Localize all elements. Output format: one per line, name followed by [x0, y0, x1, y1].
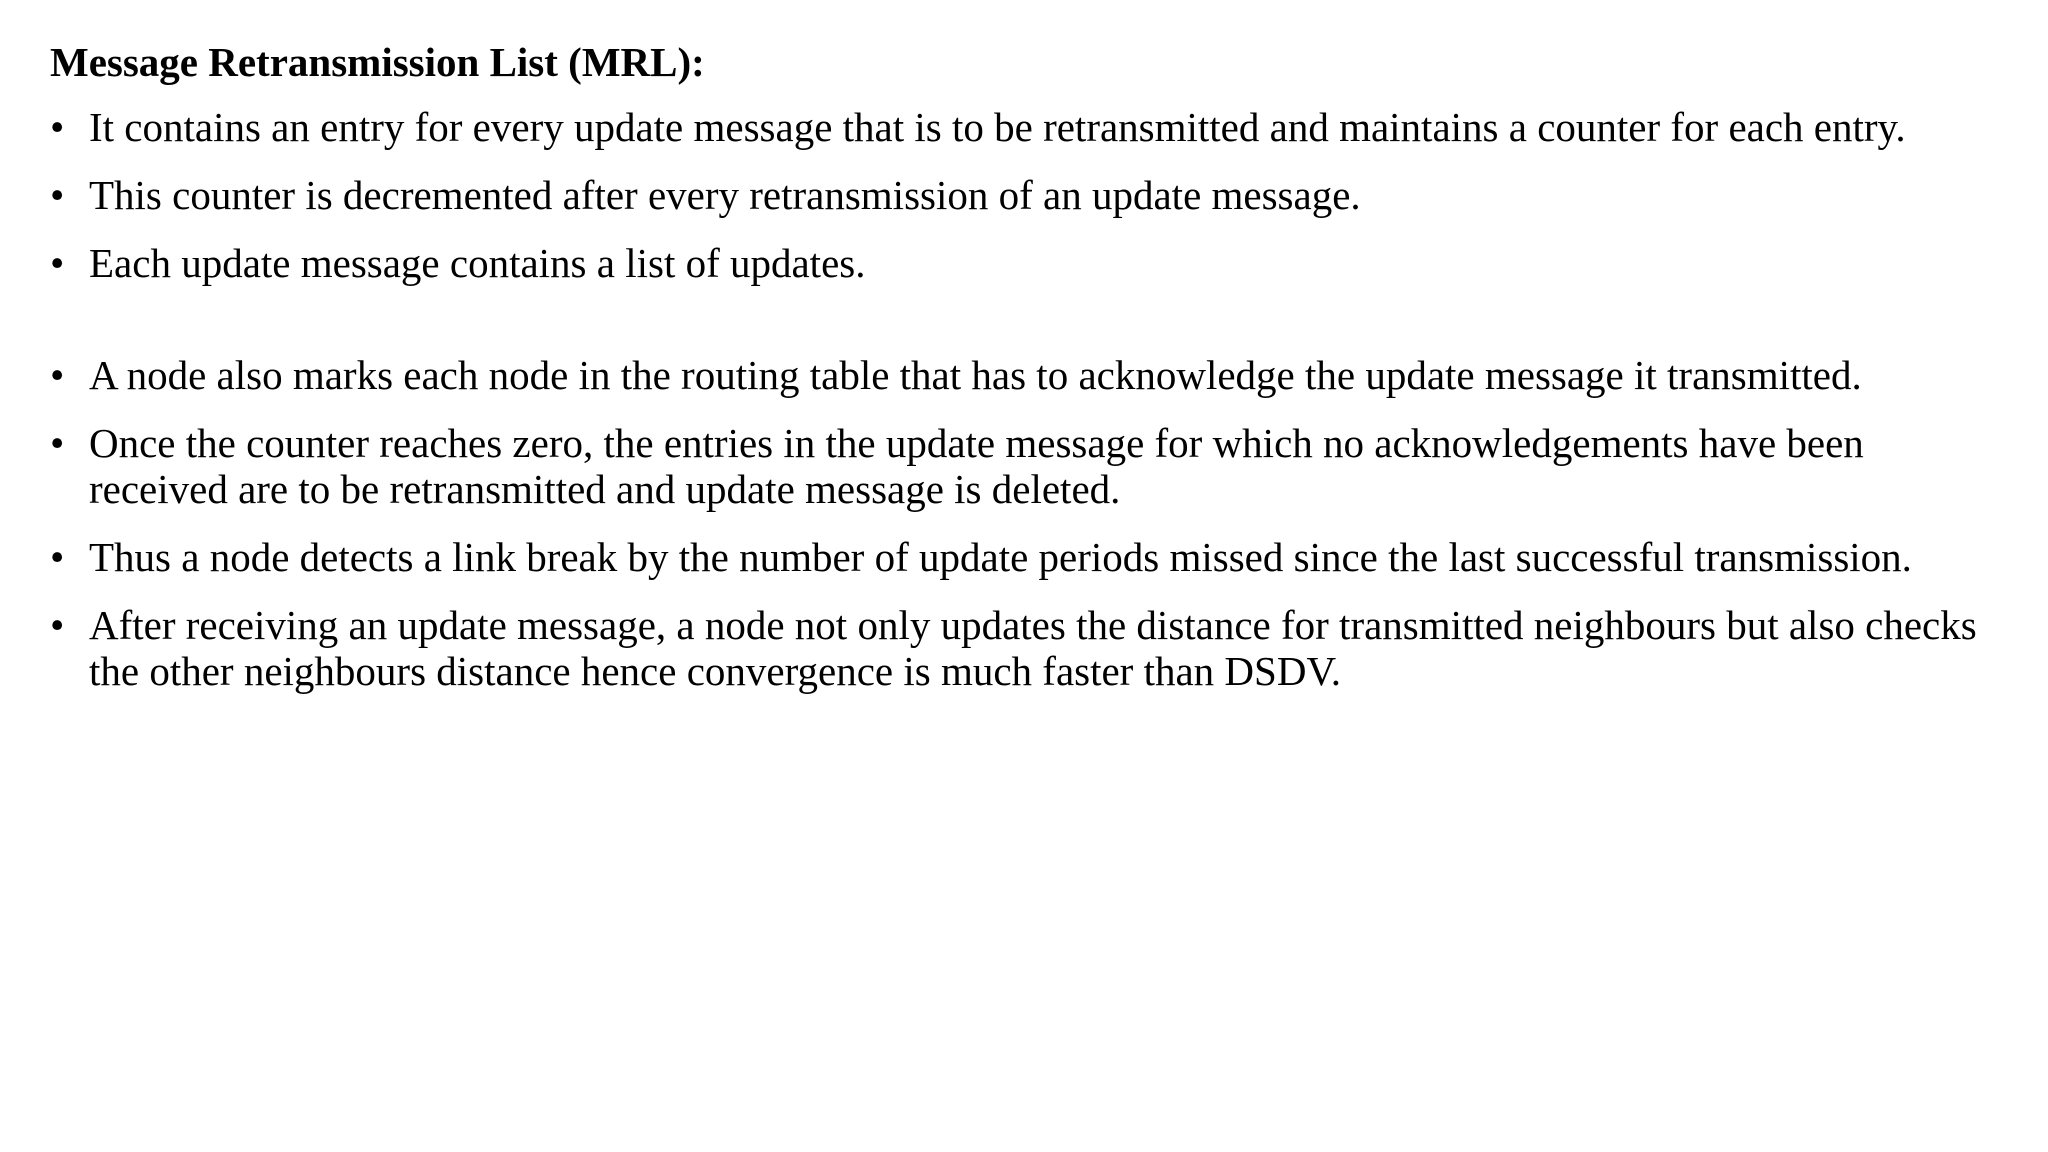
- bullet-item: [50, 534, 2008, 580]
- bullet-item: [50, 602, 2008, 694]
- bullet-icon: •: [50, 240, 65, 286]
- bullet-text: This counter is decremented after every retransmission of an update message.: [89, 172, 1361, 218]
- bullet-list-2: [50, 352, 2008, 694]
- bullet-text: Each update message contains a list of updates.: [89, 240, 866, 286]
- bullet-text: Thus a node detects a link break by the number of update periods missed since the last successful transmission.: [89, 534, 1912, 580]
- bullet-item: [50, 240, 2008, 286]
- slide-title: Message Retransmission List (MRL):: [50, 39, 705, 85]
- bullet-icon: •: [50, 420, 65, 466]
- bullet-text: After receiving an update message, a node not only updates the distance for transmitted neighbours but also checks the other neighbours distance hence convergence is much faster than DSDV.: [89, 602, 1977, 694]
- bullet-icon: •: [50, 352, 65, 398]
- bullet-list-1: [50, 104, 2008, 286]
- bullet-icon: •: [50, 602, 65, 648]
- bullet-text: It contains an entry for every update message that is to be retransmitted and maintains a counter for each entry.: [89, 104, 1906, 150]
- bullet-icon: •: [50, 104, 65, 150]
- bullet-text: Once the counter reaches zero, the entries in the update message for which no acknowledgements have been received are to be retransmitted and update message is deleted.: [89, 420, 1864, 512]
- bullet-item: [50, 352, 2008, 398]
- bullet-item: [50, 104, 2008, 150]
- bullet-item: [50, 172, 2008, 218]
- bullet-icon: •: [50, 172, 65, 218]
- bullet-icon: •: [50, 534, 65, 580]
- section-spacer: [50, 308, 2008, 352]
- bullet-text: A node also marks each node in the routing table that has to acknowledge the update message it transmitted.: [89, 352, 1862, 398]
- bullet-item: [50, 420, 2008, 512]
